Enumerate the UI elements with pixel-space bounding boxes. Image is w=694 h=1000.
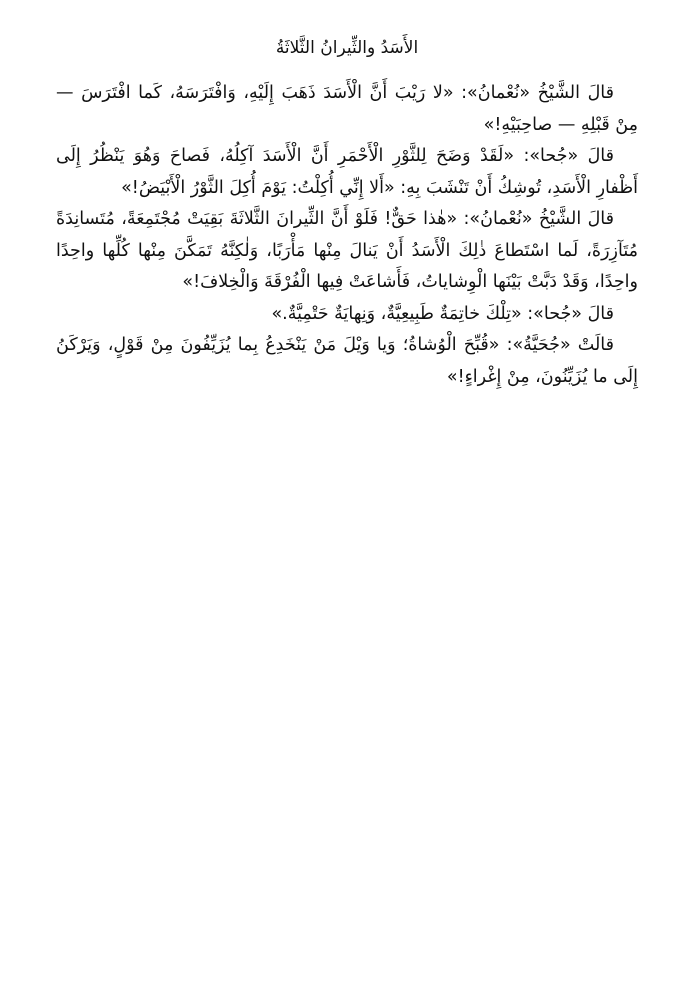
paragraph: قالَ الشَّيْخُ «نُعْمانُ»: «لا رَيْبَ أَنَّ الْأَسَدَ ذَهَبَ إِلَيْهِ، وَافْتَرَسَهُ، كَما افْتَرَسَ — مِنْ قَبْلِهِ — صاحِبَيْهِ!» xyxy=(56,83,638,135)
paragraph: قالَ «جُحا»: «تِلْكَ خاتِمَةٌ طَبِيعِيَّةٌ، وَنِهايَةٌ حَتْمِيَّةٌ.» xyxy=(271,303,614,324)
paragraph: قالَ الشَّيْخُ «نُعْمانُ»: «هٰذا حَقٌّ! فَلَوْ أَنَّ الثِّيرانَ الثَّلاثَةَ بَقِيَتْ مُجْتَمِعَةً، مُتَسانِدَةً مُتَآزِرَةً، لَما اسْتَطاعَ ذٰلِكَ الْأَسَدُ أَنْ يَنالَ مِنْها مَأْرَبًا، وَلٰكِنَّهُ تَمَكَّنَ مِنْها كُلِّها واحِدًا واحِدًا، وَقَدْ دَبَّتْ بَيْنَها الْوِشاياتُ، فَأَشاعَتْ فِيها الْفُرْقَةَ وَالْخِلافَ!» xyxy=(56,209,638,292)
document-body xyxy=(56,78,638,393)
document-title: الأَسَدُ والثِّيرانُ الثَّلاثَةُ xyxy=(275,38,419,58)
paragraph: قالَتْ «جُحَيَّةُ»: «قُبِّحَ الْوُشاةُ؛ وَيا وَيْلَ مَنْ يَنْخَدِعُ بِما يُزَيِّفُونَ مِنْ قَوْلٍ، وَيَرْكَنُ إِلَى ما يُزَيِّنُونَ، مِنْ إِغْراءٍ!» xyxy=(56,335,638,387)
paragraph: قالَ «جُحا»: «لَقَدْ وَضَحَ لِلثَّوْرِ الْأَحْمَرِ أَنَّ الْأَسَدَ آكِلُهُ، فَصاحَ وَهُوَ يَنْظُرُ إِلَى أَظْفارِ الْأَسَدِ، تُوشِكُ أَنْ تَنْشَبَ بِهِ: «أَلا إِنِّي أُكِلْتُ: يَوْمَ أُكِلَ الثَّوْرُ الْأَبْيَضُ!» xyxy=(56,146,638,198)
